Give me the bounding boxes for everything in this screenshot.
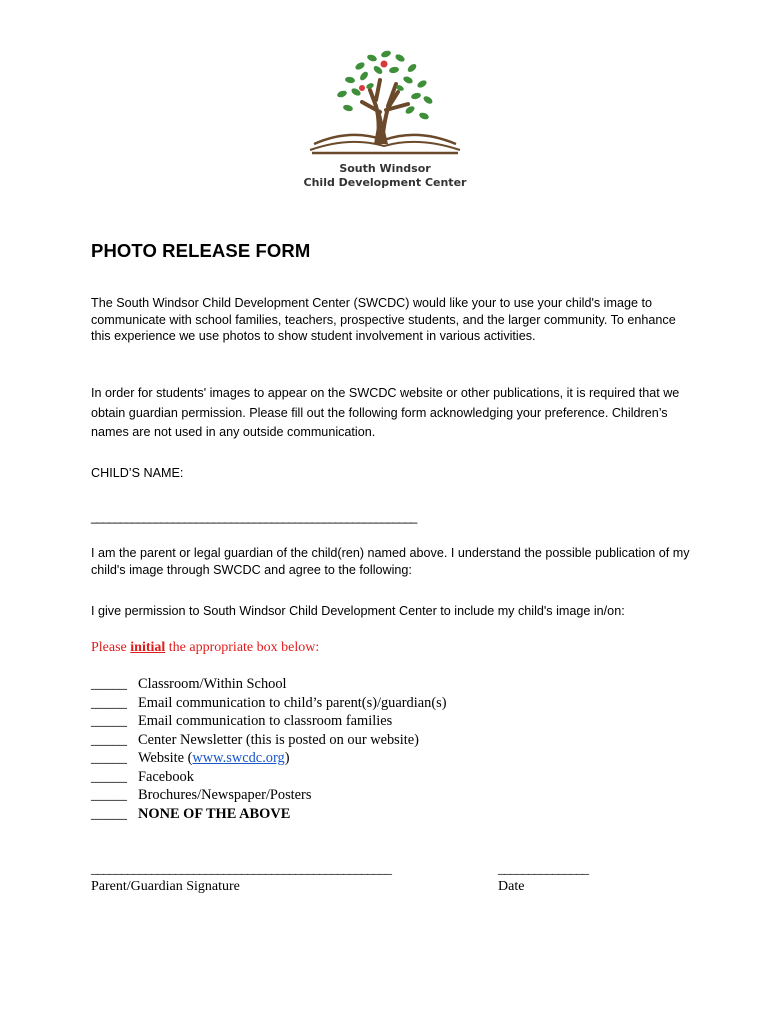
- permission-note-paragraph: In order for students' images to appear on the SWCDC website or other publications, it is required that we obtain guardian permission. Please fill out the following form acknowledging your preference. Children’s names are not used in any outside communication.: [91, 386, 680, 439]
- guardian-statement: I am the parent or legal guardian of the child(ren) named above. I understand the possible publication of my child's image through SWCDC and agree to the following:: [91, 546, 690, 577]
- option-email-families: [91, 712, 447, 731]
- option-label: Facebook: [138, 768, 194, 785]
- initial-blank[interactable]: _____: [91, 694, 127, 711]
- organization-name: [300, 162, 470, 190]
- instruction-after: the appropriate box below:: [165, 640, 320, 655]
- initial-instruction: [91, 640, 319, 656]
- option-label-after: ): [284, 750, 290, 766]
- instruction-before: Please: [91, 640, 131, 655]
- option-newsletter: [91, 731, 447, 750]
- date-label: Date: [498, 879, 525, 894]
- instruction-emphasis: initial: [130, 640, 166, 655]
- intro-paragraph: The South Windsor Child Development Center (SWCDC) would like your to use your child's image to communicate with school families, teachers, prospective students, and the larger community. To enhance this experience we use photos to show student involvement in various activities.: [91, 296, 676, 343]
- initial-blank[interactable]: _____: [91, 713, 127, 729]
- org-name-line-2: Child Development Center: [303, 176, 467, 189]
- initial-blank[interactable]: _____: [91, 676, 127, 692]
- option-label-before: Website (: [138, 750, 193, 766]
- initial-blank[interactable]: _____: [91, 750, 127, 766]
- form-title: PHOTO RELEASE FORM: [91, 240, 311, 261]
- tree-book-icon: [300, 40, 470, 160]
- option-label: Email communication to child’s parent(s)/guardian(s): [138, 694, 447, 711]
- signature-field[interactable]: __________________________________________________: [91, 862, 391, 877]
- option-classroom: [91, 675, 447, 694]
- option-label: Brochures/Newspaper/Posters: [138, 787, 312, 803]
- option-facebook: [91, 768, 447, 787]
- child-name-field[interactable]: ________________________________________________________: [91, 510, 417, 524]
- child-name-label: CHILD’S NAME:: [91, 466, 184, 480]
- signature-label: Parent/Guardian Signature: [91, 879, 240, 894]
- date-field[interactable]: _______________: [498, 862, 588, 877]
- org-name-line-1: South Windsor: [339, 162, 431, 175]
- initial-blank[interactable]: _____: [91, 805, 127, 822]
- option-email-parents: [91, 694, 447, 713]
- initial-blank[interactable]: _____: [91, 768, 127, 785]
- option-label: Email communication to classroom families: [138, 713, 393, 729]
- option-website: [91, 749, 447, 768]
- option-brochures: [91, 786, 447, 805]
- option-label: NONE OF THE ABOVE: [138, 805, 291, 822]
- initial-blank[interactable]: _____: [91, 787, 127, 803]
- permission-statement: I give permission to South Windsor Child Development Center to include my child's image in/on:: [91, 604, 625, 618]
- permission-options-list: [91, 675, 447, 823]
- website-link[interactable]: www.swcdc.org: [192, 750, 285, 766]
- option-label: Center Newsletter (this is posted on our website): [138, 731, 419, 748]
- option-label: Classroom/Within School: [138, 676, 287, 692]
- option-none: [91, 805, 447, 824]
- initial-blank[interactable]: _____: [91, 731, 127, 748]
